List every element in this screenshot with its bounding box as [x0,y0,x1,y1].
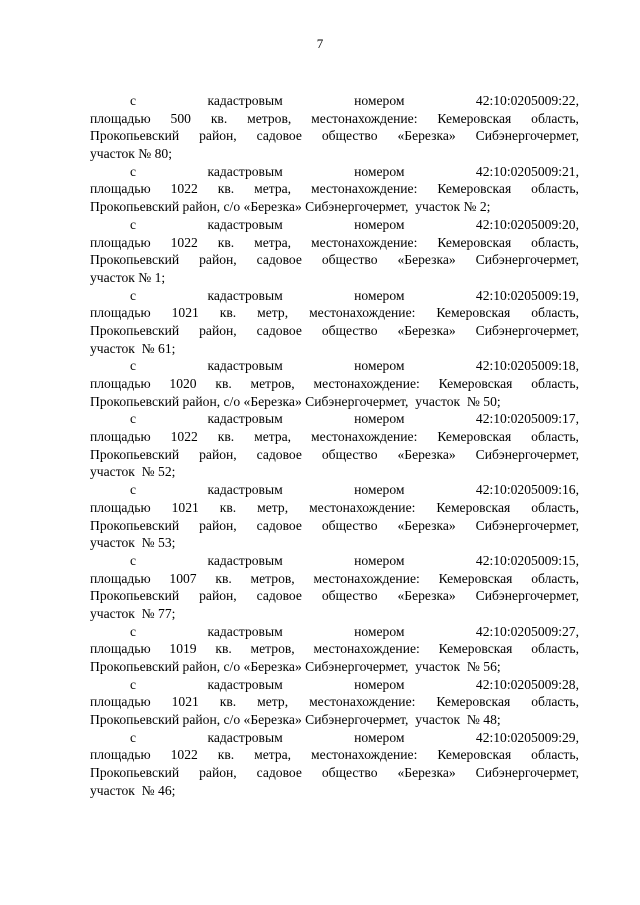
word: местонахождение: [311,110,418,126]
word: кв. [215,376,232,391]
word: метров, [250,641,295,657]
word: номером [354,482,405,498]
word: с [130,411,137,427]
entry-line [90,746,579,764]
entry-last-line: участок № 1; [90,269,166,285]
word: кв. [217,234,235,250]
entry-first-line [90,410,579,428]
word: общество [321,128,378,144]
word: местонахождение: [313,641,420,657]
word: с [130,163,137,179]
cadastral-entry [90,729,579,800]
word: площадью [90,181,151,197]
word: кадастровым [207,163,283,179]
word: район, [199,128,237,144]
entry-line [90,499,579,517]
word: площадью [90,110,151,126]
word: кадастровым [207,482,283,498]
cadastral-entry [90,481,579,552]
entry-last-line: участок № 61; [90,340,176,356]
word: местонахождение: [309,694,416,710]
page-number: 7 [316,36,324,51]
word: 1021 [171,499,199,515]
word: кадастровым [207,358,283,374]
word: с [130,482,137,498]
entry-first-line [90,676,579,694]
word: общество [321,588,378,604]
entry-first-line [90,287,579,305]
word: Кемеровская [437,110,512,126]
word: 42:10:0205009:15, [475,552,579,568]
word: 42:10:0205009:17, [475,411,579,427]
word: метра, [254,181,292,197]
word: кадастровым [207,93,283,108]
word: номером [354,411,405,427]
word: 1022 [170,747,198,763]
word: садовое [256,765,302,781]
word: номером [354,676,405,692]
word: номером [354,358,405,374]
word: номером [354,552,405,568]
word: Прокопьевский [90,765,180,781]
word: «Березка» [397,588,456,604]
word: 1020 [169,376,197,391]
word: 1021 [171,694,199,710]
word: «Березка» [397,252,456,268]
entry-last-line: Прокопьевский район, с/о «Березка» Сибэнергочермет, участок № 2; [90,199,491,215]
word: «Березка» [397,322,456,338]
word: кв. [219,305,237,321]
word: площадью [90,376,151,391]
entry-line [90,180,579,198]
word: Прокопьевский [90,322,180,338]
word: номером [354,287,405,303]
word: область, [531,499,579,515]
word: Сибэнергочермет, [475,588,579,604]
entry-last-line: участок № 77; [90,605,176,621]
cadastral-entry [90,552,579,623]
entry-line [90,375,579,393]
word: общество [321,517,378,533]
word: садовое [256,588,302,604]
word: область, [531,570,579,586]
word: кв. [219,499,237,515]
word: кадастровым [207,729,283,745]
word: садовое [256,517,302,533]
word: «Березка» [397,517,456,533]
word: кв. [210,110,228,126]
word: местонахождение: [309,499,416,515]
entry-line [90,570,579,588]
cadastral-entry [90,163,579,216]
word: садовое [256,252,302,268]
entry-line [90,127,579,145]
word: Прокопьевский [90,446,180,462]
word: Кемеровская [438,570,513,586]
cadastral-entry [90,410,579,481]
entry-last-line: Прокопьевский район, с/о «Березка» Сибэнергочермет, участок № 56; [90,659,501,674]
word: Сибэнергочермет, [475,765,579,781]
word: Сибэнергочермет, [475,517,579,533]
word: Прокопьевский [90,588,180,604]
word: 1021 [171,305,199,321]
word: Прокопьевский [90,252,180,268]
document-body [90,92,579,800]
word: кв. [219,694,237,710]
word: кадастровым [207,676,283,692]
word: метров, [250,570,295,586]
word: местонахождение: [313,376,420,391]
word: кадастровым [207,216,283,232]
word: 42:10:0205009:18, [475,358,579,374]
word: кадастровым [207,287,283,303]
word: область, [531,181,579,197]
entry-line [90,517,579,535]
word: 42:10:0205009:29, [475,729,579,745]
entry-last-line: Прокопьевский район, с/о «Березка» Сибэнергочермет, участок № 50; [90,393,501,409]
word: садовое [256,446,302,462]
entry-line [90,428,579,446]
word: Кемеровская [437,747,512,763]
word: с [130,729,137,745]
word: область, [531,234,579,250]
word: метр, [257,305,289,321]
entry-line [90,322,579,340]
word: 1019 [169,641,197,657]
word: местонахождение: [311,429,418,445]
word: 500 [170,110,191,126]
entry-last-line: Прокопьевский район, с/о «Березка» Сибэнергочермет, участок № 48; [90,712,501,728]
word: 1022 [170,234,198,250]
entry-line [90,764,579,782]
word: метра, [254,747,292,763]
word: местонахождение: [311,234,418,250]
word: метра, [254,234,292,250]
word: площадью [90,234,151,250]
word: 1022 [170,181,198,197]
entry-last-line: участок № 80; [90,146,173,162]
cadastral-entry [90,623,579,676]
word: область, [531,376,579,391]
entry-first-line [90,623,579,641]
entry-last-line: участок № 52; [90,464,176,480]
word: Прокопьевский [90,517,180,533]
word: площадью [90,499,151,515]
entry-first-line [90,729,579,747]
word: Кемеровская [437,234,512,250]
word: номером [354,729,405,745]
word: 42:10:0205009:21, [475,163,579,179]
word: кв. [217,429,235,445]
word: местонахождение: [311,747,418,763]
word: общество [321,322,378,338]
word: кв. [217,747,235,763]
word: Прокопьевский [90,128,180,144]
word: Сибэнергочермет, [475,252,579,268]
word: кв. [215,641,232,657]
entry-first-line [90,357,579,375]
entry-line [90,110,579,128]
word: площадью [90,570,151,586]
word: район, [199,588,237,604]
cadastral-entry [90,216,579,287]
word: площадью [90,641,151,657]
entry-first-line [90,216,579,234]
cadastral-entry [90,676,579,729]
entry-last-line: участок № 53; [90,535,176,551]
entry-line [90,251,579,269]
word: область, [531,747,579,763]
word: область, [531,694,579,710]
word: Сибэнергочермет, [475,128,579,144]
word: кадастровым [207,623,283,639]
word: садовое [256,322,302,338]
word: номером [354,216,405,232]
word: площадью [90,747,151,763]
word: местонахождение: [313,570,420,586]
entry-line [90,304,579,322]
word: Кемеровская [436,694,511,710]
word: 1022 [170,429,198,445]
word: Кемеровская [437,181,512,197]
word: номером [354,93,405,108]
word: с [130,93,137,108]
word: 42:10:0205009:27, [475,623,579,639]
word: номером [354,163,405,179]
cadastral-entry [90,357,579,410]
word: метров, [250,376,295,391]
word: 42:10:0205009:22, [475,93,579,108]
cadastral-entry [90,92,579,163]
word: с [130,216,137,232]
word: общество [321,252,378,268]
word: район, [199,322,237,338]
word: с [130,623,137,639]
word: общество [321,765,378,781]
word: область, [531,305,579,321]
entry-first-line [90,481,579,499]
word: Сибэнергочермет, [475,446,579,462]
cadastral-entry-list [90,92,579,800]
word: «Березка» [397,128,456,144]
word: район, [199,517,237,533]
word: область, [531,429,579,445]
cadastral-entry [90,287,579,358]
entry-first-line [90,92,579,110]
word: кадастровым [207,411,283,427]
entry-line [90,234,579,252]
word: «Березка» [397,765,456,781]
word: площадью [90,305,151,321]
word: район, [199,252,237,268]
word: метра, [254,429,292,445]
entry-line [90,640,579,658]
word: 42:10:0205009:28, [475,676,579,692]
word: кадастровым [207,552,283,568]
word: Кемеровская [437,429,512,445]
word: площадью [90,694,151,710]
word: область, [531,641,579,657]
word: общество [321,446,378,462]
entry-line [90,446,579,464]
entry-line [90,587,579,605]
word: с [130,358,137,374]
word: площадью [90,429,151,445]
word: с [130,287,137,303]
entry-first-line [90,163,579,181]
word: Кемеровская [438,376,513,391]
entry-last-line: участок № 46; [90,782,176,798]
word: Кемеровская [438,641,513,657]
word: кв. [217,181,235,197]
entry-line [90,693,579,711]
word: 1007 [169,570,197,586]
word: Кемеровская [436,499,511,515]
word: метр, [257,694,289,710]
entry-first-line [90,552,579,570]
word: 42:10:0205009:19, [475,287,579,303]
word: с [130,676,137,692]
word: с [130,552,137,568]
word: «Березка» [397,446,456,462]
word: номером [354,623,405,639]
word: местонахождение: [309,305,416,321]
word: местонахождение: [311,181,418,197]
word: 42:10:0205009:20, [475,216,579,232]
word: кв. [215,570,232,586]
word: метр, [257,499,289,515]
word: Сибэнергочермет, [475,322,579,338]
word: метров, [247,110,292,126]
word: 42:10:0205009:16, [475,482,579,498]
word: район, [199,765,237,781]
word: область, [531,110,579,126]
word: район, [199,446,237,462]
word: Кемеровская [436,305,511,321]
word: садовое [256,128,302,144]
